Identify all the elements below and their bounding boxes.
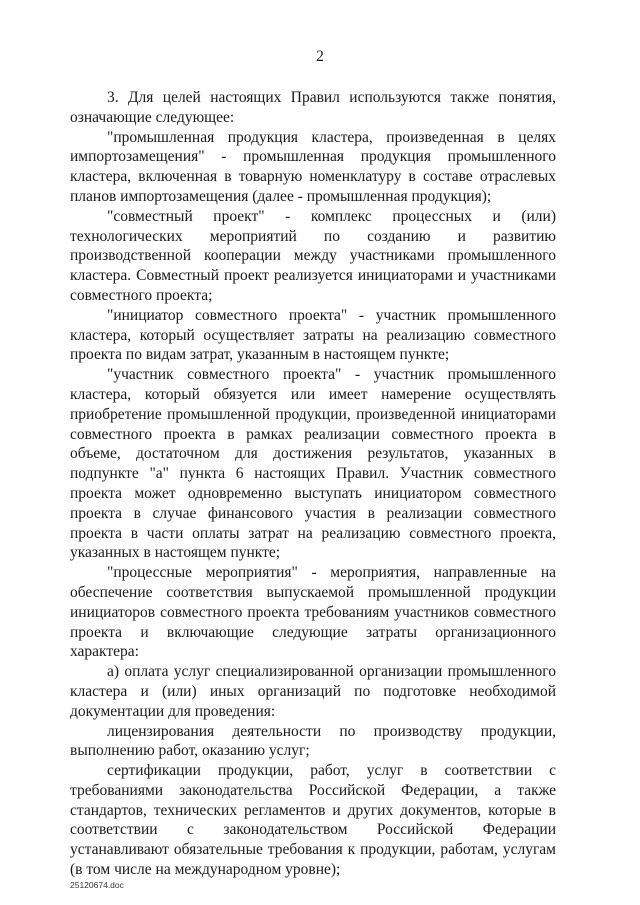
definition-joint-project: "совместный проект" - комплекс процессных и (или) технологических мероприятий по созданию и развитию производственной кооперации между участниками промышленного кластера. Совместный проект реализуется инициаторами и участниками совместного проекта; xyxy=(70,207,556,304)
paragraph-item-3: 3. Для целей настоящих Правил используются также понятия, означающие следующее: xyxy=(70,89,556,126)
subitem-a: а) оплата услуг специализированной организации промышленного кластера и (или) иных организаций по подготовке необходимой документации для проведения: xyxy=(70,663,556,720)
document-body xyxy=(70,88,556,880)
definition-industrial-product: "промышленная продукция кластера, произведенная в целях импортозамещения" - промышленная продукция промышленного кластера, включенная в товарную номенклатуру в составе отраслевых планов импортозамещения (далее - промышленная продукция); xyxy=(70,128,556,205)
list-item-licensing: лицензирования деятельности по производству продукции, выполнению работ, оказанию услуг; xyxy=(70,722,556,760)
definition-project-initiator: "инициатор совместного проекта" - участник промышленного кластера, который осуществляет затраты на реализацию совместного проекта по видам затрат, указанным в настоящем пункте; xyxy=(70,306,556,364)
definition-project-participant: "участник совместного проекта" - участник промышленного кластера, который обязуется или имеет намерение осуществлять приобретение промышленной продукции, произведенной инициаторами совместного проекта в рамках реализации совместного проекта в объеме, достаточном для достижения результатов, указанных в подпункте "а" пункта 6 настоящих Правил. Участник совместного проекта может одновременно выступать инициатором совместного проекта в случае финансового участия в реализации совместного проекта в части оплаты затрат на реализацию совместного проекта, указанных в настоящем пункте; xyxy=(70,366,556,562)
page-number: 2 xyxy=(316,48,324,65)
footer-document-id: 25120674.doc xyxy=(70,880,124,890)
definition-process-measures: "процессные мероприятия" - мероприятия, направленные на обеспечение соответствия выпускаемой промышленной продукции инициаторов совместного проекта требованиям участников совместного проекта и включающие следующие затраты организационного характера: xyxy=(70,564,556,661)
list-item-certification: сертификации продукции, работ, услуг в соответствии с требованиями законодательства Российской Федерации, а также стандартов, технических регламентов и других документов, которые в соответствии с законодательством Российской Федерации устанавливают обязательные требования к продукции, работам, услугам (в том числе на международном уровне); xyxy=(70,762,556,879)
